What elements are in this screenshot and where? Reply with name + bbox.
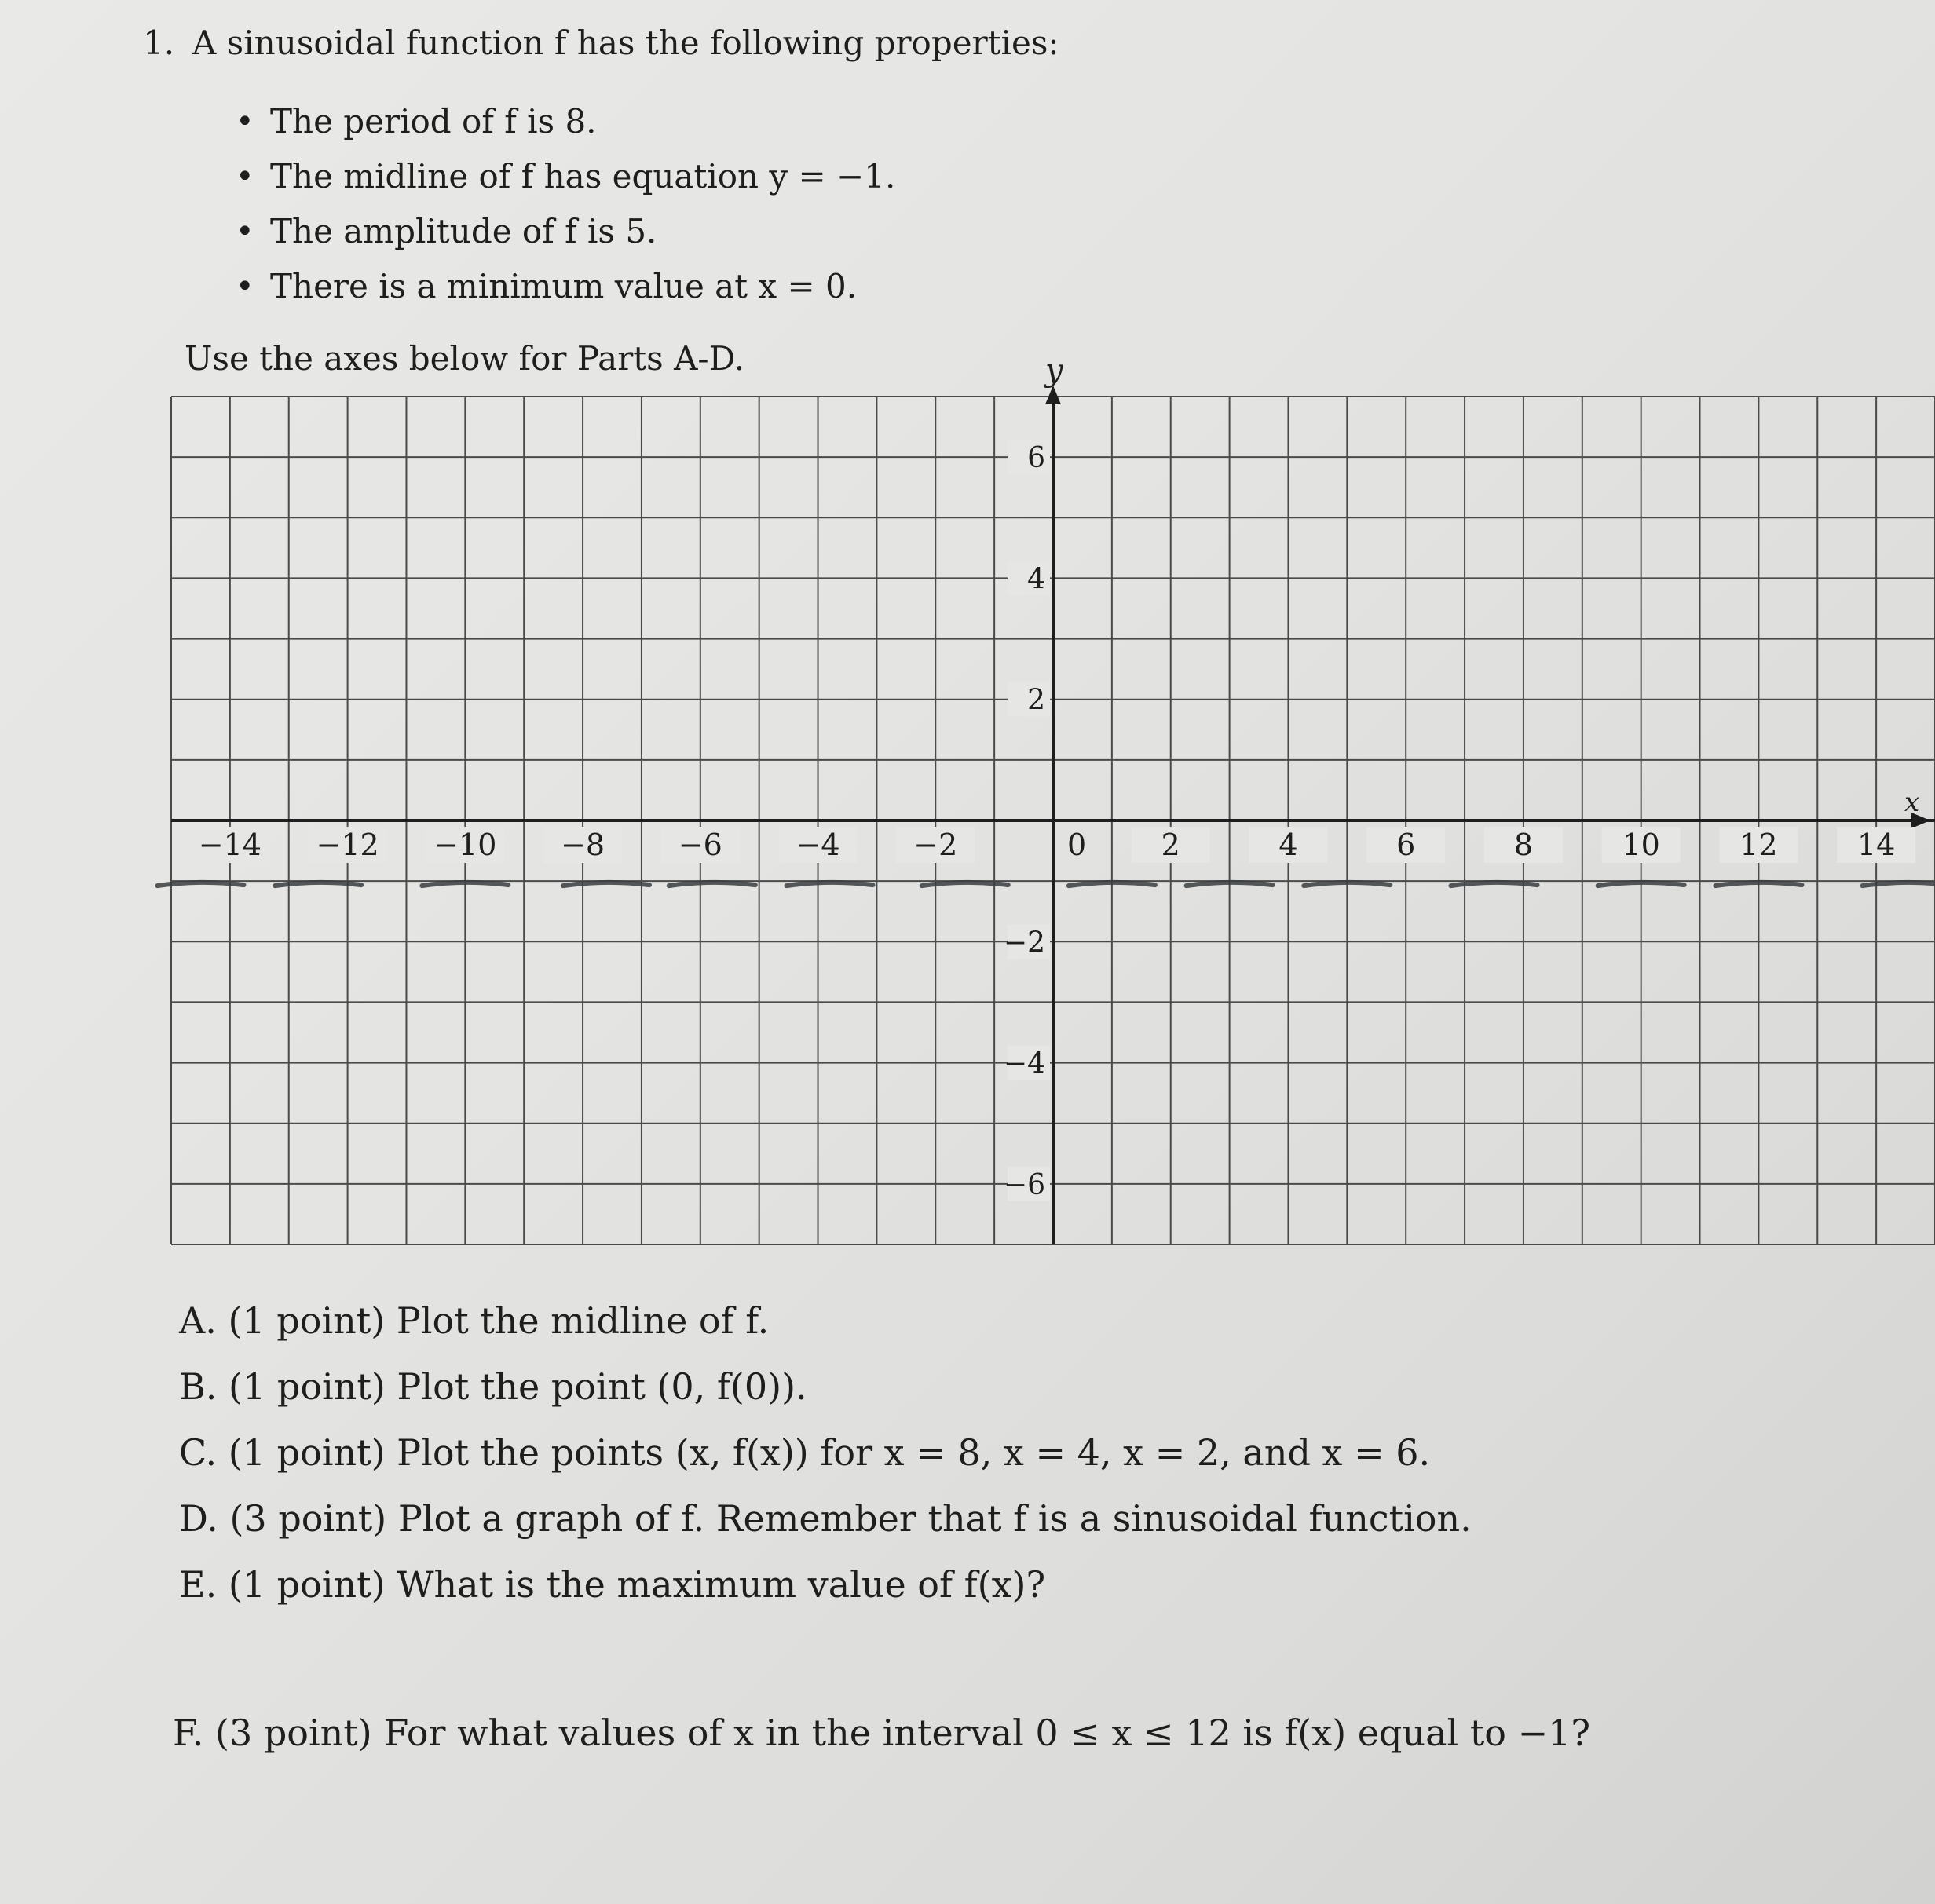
part-a: A. (1 point) Plot the midline of f. [179, 1299, 770, 1342]
midline-mark [922, 883, 1008, 886]
axes-instruction: Use the axes below for Parts A-D. [185, 339, 745, 378]
property-minimum: • There is a minimum value at x = 0. [236, 259, 895, 314]
question-stem: A sinusoidal function f has the following properties: [192, 24, 1059, 62]
property-midline: • The midline of f has equation y = −1. [236, 149, 895, 204]
x-tick-label: −10 [433, 828, 497, 862]
y-tick-label: 6 [1027, 442, 1045, 475]
part-e: E. (1 point) What is the maximum value of f(x)? [179, 1563, 1046, 1606]
midline-mark [669, 883, 755, 886]
question-number: 1. [143, 24, 175, 62]
property-period: • The period of f is 8. [236, 94, 895, 149]
y-tick-label: 2 [1027, 684, 1045, 717]
part-c: C. (1 point) Plot the points (x, f(x)) for x = 8, x = 4, x = 2, and x = 6. [179, 1431, 1431, 1474]
x-tick-label: −2 [913, 828, 958, 862]
x-tick-label: −8 [561, 828, 605, 862]
y-tick-label: −2 [1003, 926, 1045, 959]
part-b: B. (1 point) Plot the point (0, f(0)). [179, 1365, 807, 1408]
property-amplitude: • The amplitude of f is 5. [236, 204, 895, 259]
part-d: D. (3 point) Plot a graph of f. Remember that f is a sinusoidal function. [179, 1497, 1472, 1540]
x-tick-label: 10 [1622, 828, 1660, 862]
y-tick-label: −6 [1003, 1168, 1045, 1201]
midline-mark [1451, 883, 1538, 886]
y-axis-label: y [1045, 353, 1063, 389]
parts-list [179, 1288, 1472, 1617]
x-tick-label: 12 [1739, 828, 1778, 862]
x-tick-label: −12 [316, 828, 379, 862]
x-tick-label: 14 [1856, 828, 1896, 862]
x-tick-label: 4 [1278, 828, 1298, 862]
midline-mark [157, 883, 243, 886]
x-tick-label: −6 [678, 828, 722, 862]
x-tick-label: 2 [1161, 828, 1180, 862]
x-tick-label: 6 [1396, 828, 1416, 862]
x-tick-label: −14 [198, 828, 262, 862]
midline-mark [1863, 883, 1935, 886]
x-tick-label: −4 [796, 828, 840, 862]
part-f: F. (3 point) For what values of x in the interval 0 ≤ x ≤ 12 is f(x) equal to −1? [173, 1712, 1591, 1754]
midline-mark [275, 883, 361, 886]
x-tick-label: 8 [1513, 828, 1534, 862]
y-tick-label: 4 [1027, 563, 1045, 596]
x-tick-label: 0 [1067, 828, 1087, 862]
midline-mark [787, 883, 873, 886]
y-tick-label: −4 [1003, 1047, 1045, 1080]
midline-mark [563, 883, 649, 886]
x-axis-label: x [1904, 787, 1920, 818]
